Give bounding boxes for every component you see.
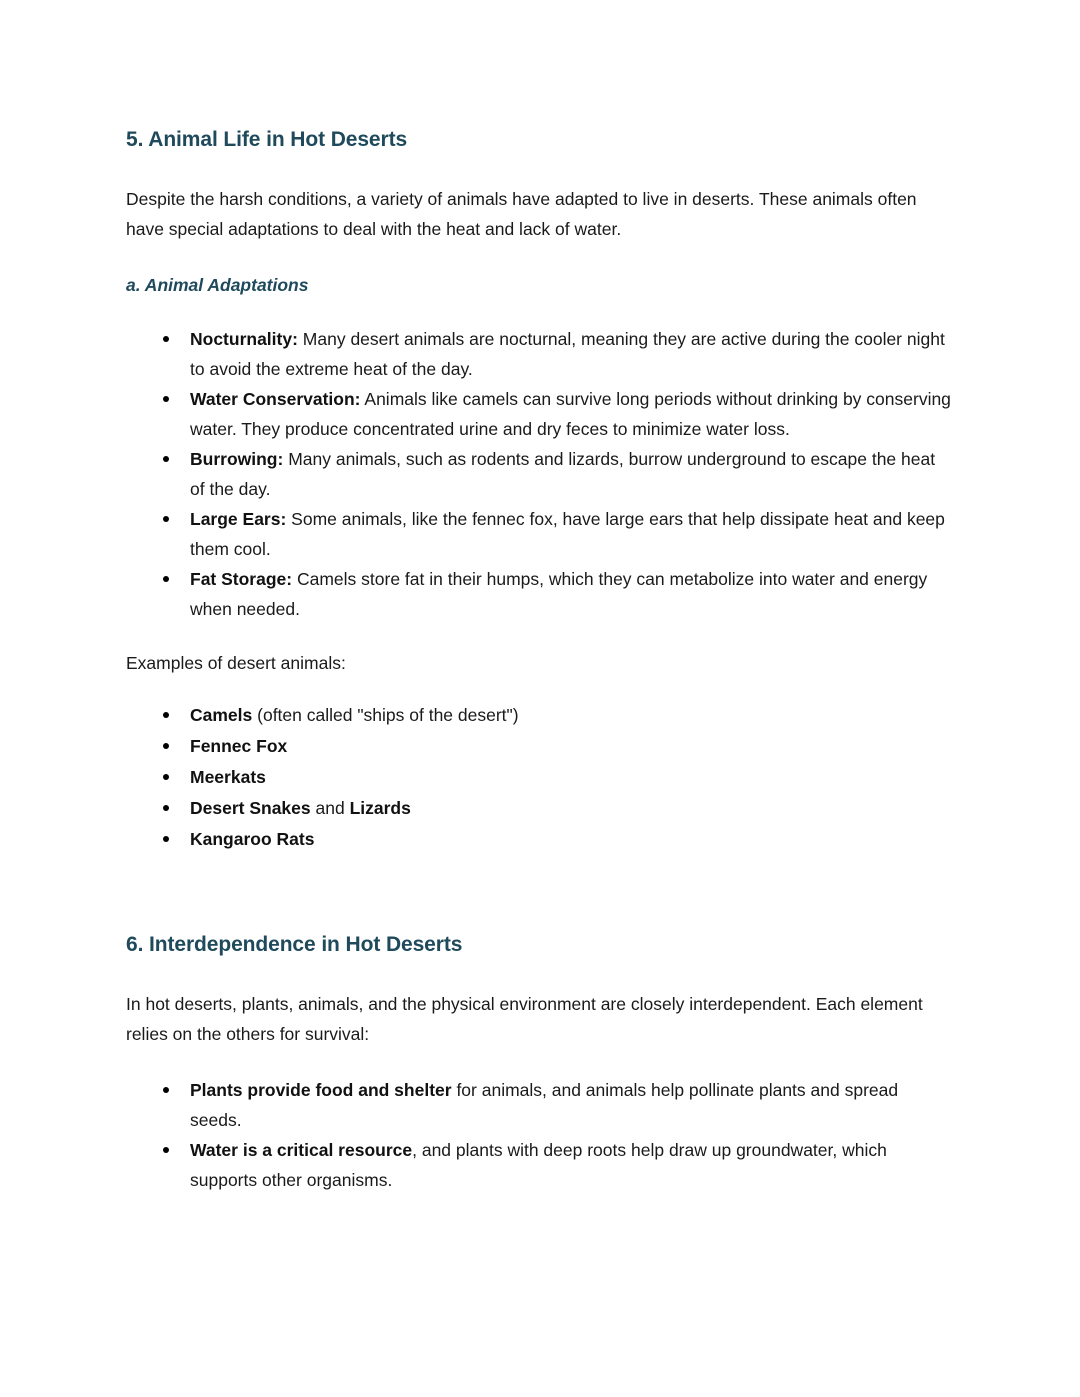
list-item xyxy=(126,324,954,384)
list-item-term: Burrowing: xyxy=(190,449,284,469)
list-item xyxy=(126,564,954,624)
list-item xyxy=(126,793,954,824)
animal-adaptations-list xyxy=(126,324,954,624)
list-item xyxy=(126,444,954,504)
list-item-term: Desert Snakes xyxy=(190,798,311,818)
section-heading-6: 6. Interdependence in Hot Deserts xyxy=(126,933,463,956)
list-item-term: Nocturnality: xyxy=(190,329,298,349)
list-item-text: Many desert animals are nocturnal, meaning they are active during the cooler night to avoid the extreme heat of the day. xyxy=(190,329,945,379)
list-item-term: Meerkats xyxy=(190,767,266,787)
list-item-term-end: Lizards xyxy=(349,798,411,818)
list-item xyxy=(126,384,954,444)
section-5-intro-paragraph: Despite the harsh conditions, a variety of animals have adapted to live in deserts. These animals often have special adaptations to deal with the heat and lack of water. xyxy=(126,189,917,239)
interdependence-list xyxy=(126,1075,954,1195)
list-item xyxy=(126,700,954,731)
section-heading-5: 5. Animal Life in Hot Deserts xyxy=(126,128,408,151)
spacer xyxy=(126,678,954,700)
list-item-text: Camels store fat in their humps, which they can metabolize into water and energy when needed. xyxy=(190,569,928,619)
list-item xyxy=(126,762,954,793)
list-item-text: for animals, and animals help pollinate plants and spread seeds. xyxy=(190,1080,899,1130)
list-item-term: Camels xyxy=(190,705,253,725)
list-item-term: Kangaroo Rats xyxy=(190,829,315,849)
spacer xyxy=(126,154,954,184)
list-item xyxy=(126,824,954,855)
spacer xyxy=(126,298,954,324)
list-item xyxy=(126,504,954,564)
list-item-term: Fennec Fox xyxy=(190,736,288,756)
list-item-term: Plants provide food and shelter xyxy=(190,1080,452,1100)
list-item-text: Many animals, such as rodents and lizards, burrow underground to escape the heat of the day. xyxy=(190,449,936,499)
section-spacer xyxy=(126,855,954,931)
spacer xyxy=(126,244,954,272)
list-item-term: Fat Storage: xyxy=(190,569,293,589)
spacer xyxy=(126,959,954,989)
list-item-text: , and plants with deep roots help draw up groundwater, which supports other organisms. xyxy=(190,1140,887,1190)
spacer xyxy=(126,624,954,648)
subheading-animal-adaptations: a. Animal Adaptations xyxy=(126,275,309,295)
list-item-text: and xyxy=(310,798,350,818)
list-item-text: Animals like camels can survive long periods without drinking by conserving water. They produce concentrated urine and dry feces to minimize water loss. xyxy=(190,389,951,439)
list-item-term: Large Ears: xyxy=(190,509,287,529)
spacer xyxy=(126,1049,954,1075)
desert-animals-examples-list xyxy=(126,700,954,855)
document-content xyxy=(126,126,954,1195)
list-item-term: Water is a critical resource xyxy=(190,1140,413,1160)
list-item xyxy=(126,1075,954,1135)
list-item xyxy=(126,1135,954,1195)
list-item-text: (often called "ships of the desert") xyxy=(252,705,519,725)
examples-lead-paragraph: Examples of desert animals: xyxy=(126,653,346,673)
list-item-term: Water Conservation: xyxy=(190,389,361,409)
list-item xyxy=(126,731,954,762)
section-6-intro-paragraph: In hot deserts, plants, animals, and the physical environment are closely interdependent. Each element relies on the others for survival: xyxy=(126,994,923,1044)
list-item-text: Some animals, like the fennec fox, have large ears that help dissipate heat and keep them cool. xyxy=(190,509,945,559)
